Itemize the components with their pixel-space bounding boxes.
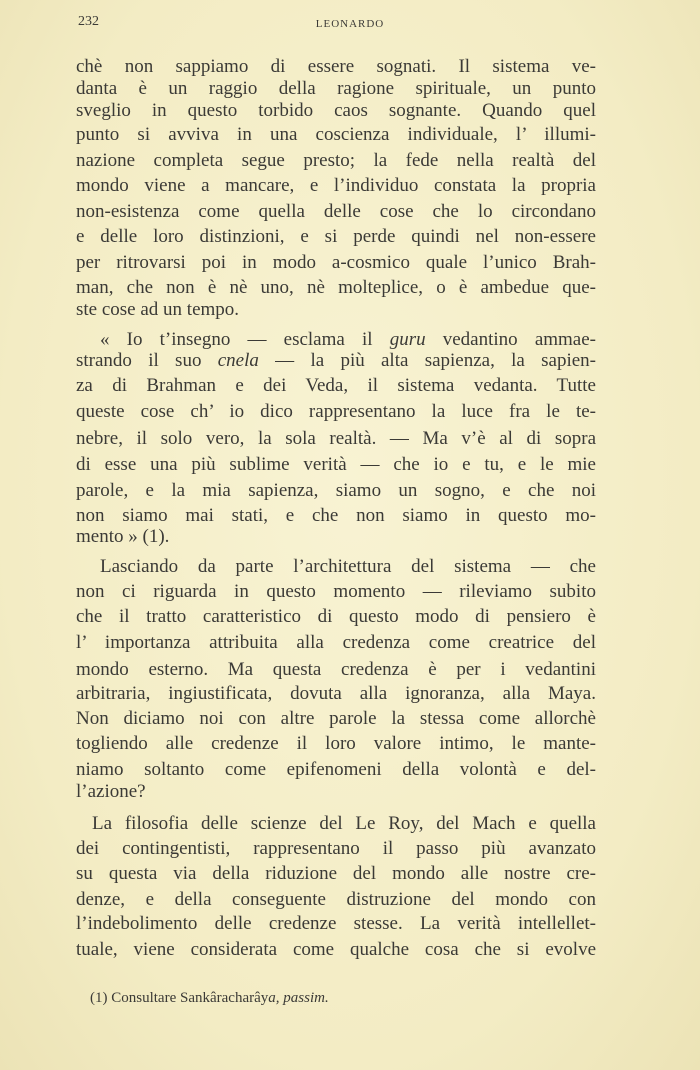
text-line <box>76 375 596 397</box>
text-line <box>76 329 596 351</box>
text-line <box>76 659 596 681</box>
text-span: non ci riguarda in questo momento — rileviamo subito <box>76 581 596 602</box>
text-line <box>76 175 596 197</box>
text-span: Non diciamo noi con altre parole la stessa come allorchè <box>76 708 596 729</box>
text-line <box>76 889 596 911</box>
text-span: per ritrovarsi poi in modo a-cosmico quale l’unico Brah- <box>76 252 596 273</box>
running-title: LEONARDO <box>315 18 385 30</box>
text-line <box>76 781 596 803</box>
text-span: — la più alta sapienza, la sapien- <box>258 350 596 371</box>
text-line <box>76 454 596 476</box>
text-line <box>76 201 596 223</box>
text-span: chè non sappiamo di essere sognati. Il sistema ve- <box>76 56 596 77</box>
text-span: tuale, viene considerata come qualche cosa che si evolve <box>76 939 596 960</box>
text-span: parole, e la mia sapienza, siamo un sogno, e che noi <box>76 480 596 501</box>
text-span: punto si avviva in una coscienza individuale, l’ illumi- <box>76 124 596 145</box>
text-span: sveglio in questo torbido caos sognante. Quando quel <box>76 100 596 121</box>
text-line <box>76 252 596 274</box>
text-line <box>76 226 596 248</box>
text-span: queste cose ch’ io dico rappresentano la luce fra le te- <box>76 401 596 422</box>
text-line <box>76 299 596 321</box>
text-span: non-esistenza come quella delle cose che lo circondano <box>76 201 596 222</box>
text-span: arbitraria, ingiustificata, dovuta alla ignoranza, alla Maya. <box>76 683 596 704</box>
text-span: che il tratto caratteristico di questo modo di pensiero è <box>76 606 596 627</box>
text-line <box>76 480 596 502</box>
italic-text: cnela <box>217 350 259 371</box>
text-line <box>76 581 596 603</box>
text-span: La filosofia delle scienze del Le Roy, del Mach e quella <box>92 813 596 834</box>
text-span: e delle loro distinzioni, e si perde quindi nel non-essere <box>76 226 596 247</box>
italic-text: guru <box>389 329 426 350</box>
text-span: l’indebolimento delle credenze stesse. La verità intellellet- <box>76 913 596 934</box>
text-span: Lasciando da parte l’architettura del sistema — che <box>100 556 596 577</box>
footnote <box>90 990 329 1007</box>
text-line <box>76 913 596 935</box>
text-line <box>76 838 596 860</box>
text-span: di esse una più sublime verità — che io e tu, e le mie <box>76 454 596 475</box>
text-line <box>76 683 596 705</box>
text-span: nebre, il solo vero, la sola realtà. — Ma v’è al di sopra <box>76 428 596 449</box>
text-line <box>76 505 596 527</box>
text-line <box>76 56 596 78</box>
text-span: danta è un raggio della ragione spirituale, un punto <box>76 78 596 99</box>
text-line <box>76 708 596 730</box>
text-line <box>76 100 596 122</box>
text-line <box>76 350 596 372</box>
text-line <box>76 150 596 172</box>
text-line <box>76 124 596 146</box>
footnote-text: a, passim. <box>268 990 329 1006</box>
text-span: mento » (1). <box>76 526 170 547</box>
text-span: l’ importanza attribuita alla credenza come creatrice del <box>76 632 596 653</box>
text-span: vedantino ammae- <box>425 329 597 350</box>
text-line <box>76 863 596 885</box>
text-line <box>76 939 596 961</box>
text-span: togliendo alle credenze il loro valore intimo, le mante- <box>76 733 596 754</box>
text-line <box>76 606 596 628</box>
text-line <box>76 632 596 654</box>
text-line <box>76 733 596 755</box>
text-line <box>76 428 596 450</box>
text-span: strando il suo <box>76 350 218 371</box>
footnote-text: (1) Consultare Sankâracharây <box>90 990 269 1006</box>
text-span: su questa via della riduzione del mondo alle nostre cre- <box>76 863 596 884</box>
text-line <box>76 78 596 100</box>
text-line <box>76 401 596 423</box>
page-number: 232 <box>78 14 99 29</box>
text-span: dei contingentisti, rappresentano il passo più avanzato <box>76 838 596 859</box>
text-line <box>76 277 596 299</box>
text-span: non siamo mai stati, e che non siamo in questo mo- <box>76 505 596 526</box>
text-span: man, che non è nè uno, nè molteplice, o è ambedue que- <box>76 277 596 298</box>
text-line <box>76 526 596 548</box>
text-span: mondo esterno. Ma questa credenza è per i vedantini <box>76 659 596 680</box>
text-span: mondo viene a mancare, e l’individuo constata la propria <box>76 175 596 196</box>
text-line <box>76 556 596 578</box>
text-span: « Io t’insegno — esclama il <box>100 329 390 350</box>
text-span: za di Brahman e dei Veda, il sistema vedanta. Tutte <box>76 375 596 396</box>
text-line <box>76 759 596 781</box>
text-span: l’azione? <box>76 781 146 802</box>
text-span: ste cose ad un tempo. <box>76 299 240 320</box>
text-span: niamo soltanto come epifenomeni della volontà e del- <box>76 759 596 780</box>
text-span: nazione completa segue presto; la fede nella realtà del <box>76 150 596 171</box>
text-line <box>76 813 596 835</box>
text-span: denze, e della conseguente distruzione del mondo con <box>76 889 596 910</box>
